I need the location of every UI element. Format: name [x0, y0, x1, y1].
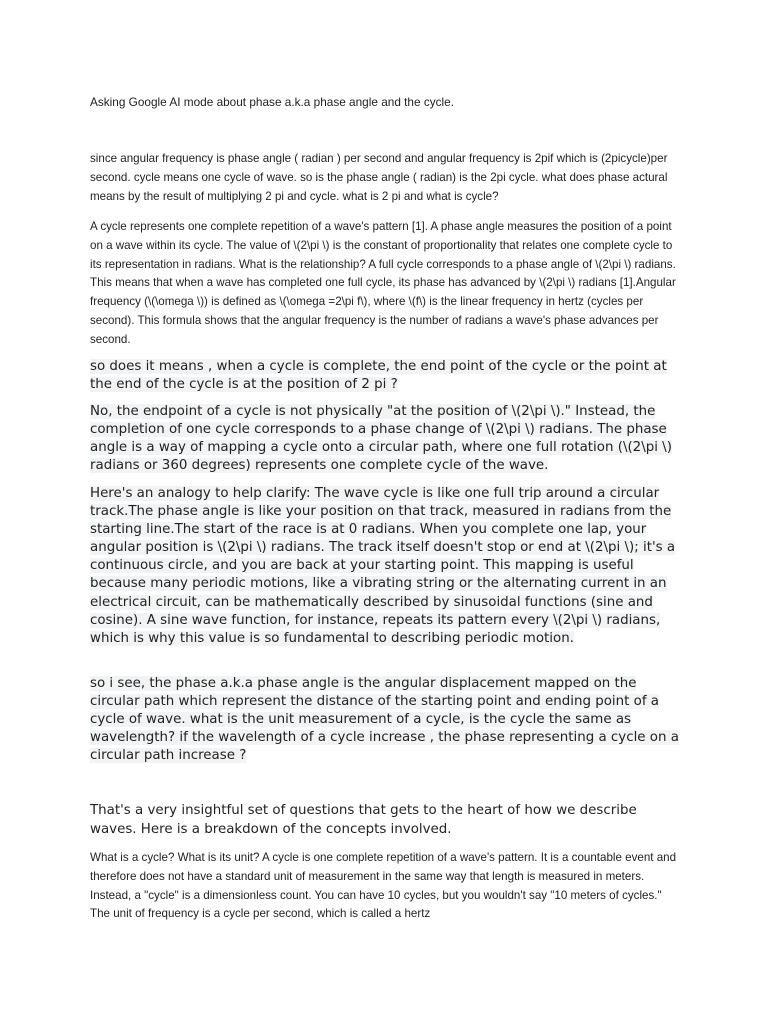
document-title: Asking Google AI mode about phase a.k.a phase angle and the cycle. [90, 95, 454, 109]
ai-answer-1: A cycle represents one complete repetition of a wave's pattern [1]. A phase angle measures the position of a point on a wave within its cycle. The value of \(2\pi \) is the constant of proportionality that relates one complete cycle to its representation in radians. What is the relationship? A full cycle corresponds to a phase angle of \(2\pi \) radians. This means that when a wave has completed one full cycle, its phase has advanced by \(2\pi \) radians [1].Angular frequency (\(\omega \)) is defined as \(\omega =2\pi f\), where \(f\) is the linear frequency in hertz (cycles per second). This formula shows that the angular frequency is the number of radians a wave's phase advances per second. [90, 220, 676, 346]
ai-answer-3-intro: That's a very insightful set of questions that gets to the heart of how we describe waves. Here is a breakdown of the concepts involved. [90, 803, 637, 837]
ai-answer-analogy [90, 485, 680, 648]
ai-answer-3-body: What is a cycle? What is its unit? A cycle is one complete repetition of a wave's pattern. It is a countable event and therefore does not have a standard unit of measurement in the same way that length is measured in meters. Instead, a "cycle" is a dimensionless count. You can have 10 cycles, but you wouldn't say "10 meters of cycles." The unit of frequency is a cycle per second, which is called a hertz [90, 851, 677, 921]
user-question-2 [90, 358, 680, 394]
highlighted-text: Here's an analogy to help clarify: The wave cycle is like one full trip around a circular track.The phase angle is like your position on that track, measured in radians from the starting line.The start of the race is at 0 radians. When you complete one lap, your angular position is \(2\pi \) radians. The track itself doesn't stop or end at \(2\pi \); it's a continuous circle, and you are back at your starting point. This mapping is useful because many periodic motions, like a vibrating string or the alternating current in an electrical circuit, can be mathematically described by sinusoidal functions (sine and cosine). A sine wave function, for instance, repeats its pattern every \(2\pi \) radians, which is why this value is so fundamental to describing periodic motion. [90, 486, 676, 646]
highlighted-text: No, the endpoint of a cycle is not physically "at the position of \(2\pi \)." Instead, the completion of one cycle corresponds to a phase change of \(2\pi \) radians. The phase angle is a way of mapping a cycle onto a circular path, where one full rotation (\(2\pi \) radians or 360 degrees) represents one complete cycle of the wave. [90, 404, 672, 474]
ai-answer-2 [90, 403, 680, 475]
user-question-1: since angular frequency is phase angle ( radian ) per second and angular frequency is 2pif which is (2picycle)per second. cycle means one cycle of wave. so is the phase angle ( radian) is the 2pi cycle. what does phase actural means by the result of multiplying 2 pi and cycle. what is 2 pi and what is cycle? [90, 152, 668, 203]
highlighted-text: so does it means , when a cycle is complete, the end point of the cycle or the point at the end of the cycle is at the position of 2 pi ? [90, 359, 667, 393]
highlighted-text: so i see, the phase a.k.a phase angle is the angular displacement mapped on the circular path which represent the distance of the starting point and ending point of a cycle of wave. what is the unit measurement of a cycle, is the cycle the same as wavelength? if the wavelength of a cycle increase , the phase representing a cycle on a circular path increase ? [90, 676, 679, 764]
user-question-3 [90, 675, 680, 765]
